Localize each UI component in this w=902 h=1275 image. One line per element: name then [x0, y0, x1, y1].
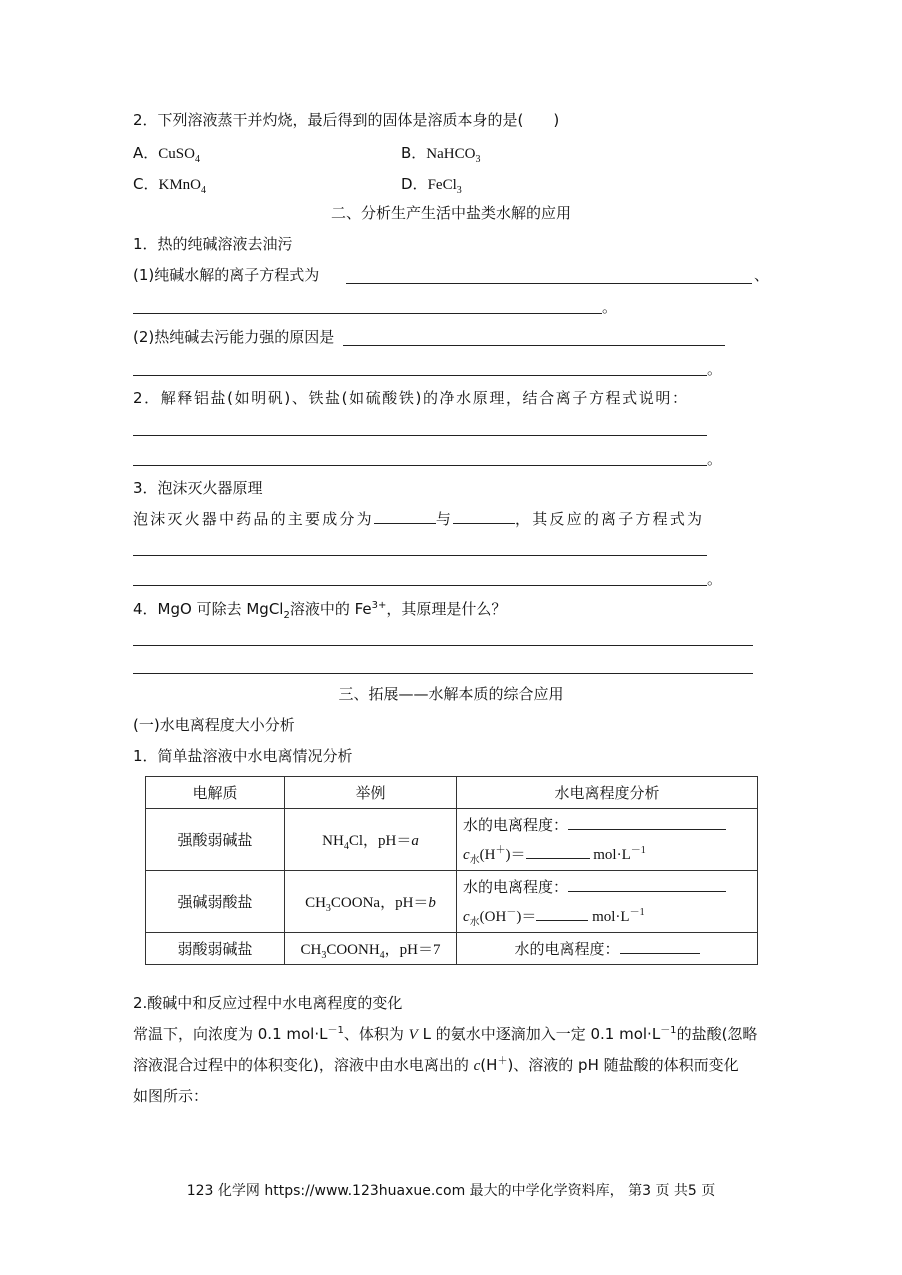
option-d-formula: FeCl$_3$	[427, 177, 462, 196]
section-2-item-1-title: 1．热的纯碱溶液去油污	[133, 235, 293, 253]
answer-line[interactable]	[133, 645, 753, 646]
answer-line[interactable]	[133, 585, 707, 586]
answer-line[interactable]	[343, 345, 725, 346]
blank[interactable]	[568, 815, 726, 830]
section-2-item-1-q1: (1)纯碱水解的离子方程式为	[133, 266, 320, 284]
end-mark: 。	[707, 570, 723, 588]
salt-type: 强酸弱碱盐	[146, 809, 285, 871]
answer-line[interactable]	[346, 283, 752, 284]
paragraph-line-2: 溶液混合过程中的体积变化)，溶液中由水电离出的 c(H＋)、溶液的 pH 随盐酸的体积而变化	[133, 1056, 739, 1074]
table-row	[146, 871, 758, 933]
option-a-formula: CuSO$_4$	[158, 146, 200, 165]
option-a-label: A．	[133, 144, 159, 162]
separator-mark: 、	[754, 266, 770, 284]
table-header: 电解质	[146, 777, 285, 809]
table-header: 举例	[285, 777, 457, 809]
option-b-label: B．	[401, 144, 427, 162]
section-3-item-2-title: 2.酸碱中和反应过程中水电离程度的变化	[133, 994, 403, 1012]
end-mark: 。	[707, 360, 723, 378]
section-3-item-1: 1．简单盐溶液中水电离情况分析	[133, 747, 353, 765]
blank[interactable]	[536, 906, 588, 921]
table-header: 水电离程度分析	[457, 777, 758, 809]
option-c	[133, 174, 206, 195]
salt-type: 弱酸弱碱盐	[146, 933, 285, 965]
answer-line[interactable]	[133, 673, 753, 674]
table-header-row	[146, 777, 758, 809]
blank-1[interactable]	[374, 509, 436, 524]
end-mark: 。	[707, 450, 723, 468]
salt-example: $NH_4Cl$，pH＝a	[285, 809, 457, 871]
paragraph-line-1: 常温下，向浓度为 0.1 $mol\cdot L^{-1}$、体积为 V L 的氨水中逐滴加入一定 0.1 $mol\cdot L^{-1}$的盐酸(忽略	[133, 1025, 758, 1043]
table-row	[146, 809, 758, 871]
salt-type: 强碱弱酸盐	[146, 871, 285, 933]
water-ionization-table	[145, 776, 758, 965]
option-b-formula: NaHCO$_3$	[426, 146, 481, 165]
ionization-analysis: 水的电离程度： $c_水(H^+)= mol\cdot L^{-1}$	[457, 809, 758, 871]
section-2-item-2-title: 2．解释铝盐(如明矾)、铁盐(如硫酸铁)的净水原理，结合离子方程式说明：	[133, 389, 689, 407]
salt-example: $CH_3COONH_4$，pH＝7	[285, 933, 457, 965]
answer-line[interactable]	[133, 313, 602, 314]
blank[interactable]	[620, 939, 700, 954]
answer-line[interactable]	[133, 465, 707, 466]
question-2-stem: 2．下列溶液蒸干并灼烧，最后得到的固体是溶质本身的是( )	[133, 111, 560, 129]
section-2-item-3-text: 泡沫灭火器中药品的主要成分为 与 ，其反应的离子方程式为	[133, 510, 705, 528]
paragraph-line-3: 如图所示：	[133, 1087, 209, 1105]
salt-example: $CH_3COONa$，pH＝b	[285, 871, 457, 933]
section-3-sub-1: (一)水电离程度大小分析	[133, 716, 295, 734]
blank[interactable]	[526, 844, 590, 859]
section-2-item-4: 4．MgO 可除去 MgCl$_2$溶液中的 $Fe^{3+}$，其原理是什么？	[133, 600, 507, 621]
option-c-label: C．	[133, 175, 159, 193]
section-2-item-3-title: 3．泡沫灭火器原理	[133, 479, 263, 497]
table-row	[146, 933, 758, 965]
option-a	[133, 143, 200, 164]
answer-line[interactable]	[133, 375, 707, 376]
page-footer: 123 化学网 https://www.123huaxue.com 最大的中学化学资料库， 第3 页 共5 页	[186, 1183, 716, 1199]
option-b	[401, 143, 480, 164]
blank-2[interactable]	[453, 509, 515, 524]
section-2-item-1-q2: (2)热纯碱去污能力强的原因是	[133, 328, 335, 346]
option-c-formula: KMnO$_4$	[158, 177, 206, 196]
answer-line[interactable]	[133, 555, 707, 556]
answer-line[interactable]	[133, 435, 707, 436]
section-3-title: 三、拓展——水解本质的综合应用	[338, 685, 564, 703]
option-d	[401, 174, 462, 195]
ionization-analysis: 水的电离程度： $c_水(OH^-)= mol\cdot L^{-1}$	[457, 871, 758, 933]
section-2-title: 二、分析生产生活中盐类水解的应用	[330, 204, 571, 222]
ionization-analysis: 水的电离程度：	[457, 933, 758, 965]
option-d-label: D．	[401, 175, 428, 193]
blank[interactable]	[568, 877, 726, 892]
end-mark: 。	[602, 298, 618, 316]
